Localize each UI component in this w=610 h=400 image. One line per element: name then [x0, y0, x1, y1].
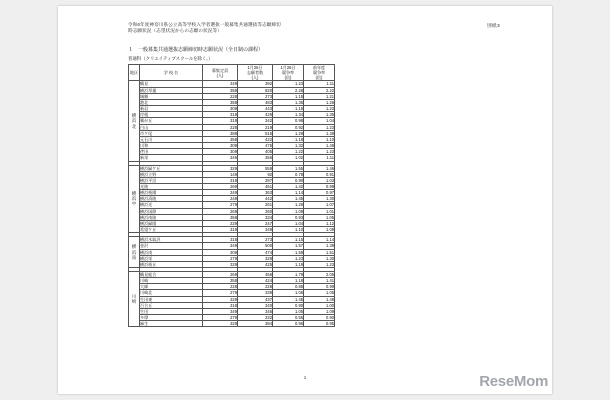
cell-capacity: 269	[203, 183, 238, 189]
cell-prev-rate: 1.03	[304, 177, 335, 183]
area-label: 横 浜 中	[129, 165, 140, 233]
cell-prev-rate: 1.05	[304, 214, 335, 220]
cell-school-name: 鶴見	[140, 81, 203, 87]
cell-school-name: 元石川	[140, 136, 203, 142]
cell-applicants: 363	[238, 190, 273, 196]
cell-capacity: 279	[203, 290, 238, 296]
cell-rate: 1.32	[273, 143, 304, 149]
cell-capacity: 309	[203, 249, 238, 255]
cell-rate: 1.57	[273, 243, 304, 249]
cell-school-name: 横浜南陵	[140, 214, 203, 220]
section-subtitle: 普通科（クリエイティブスクールを除く。）	[128, 56, 213, 61]
cell-prev-rate: 1.11	[304, 81, 335, 87]
cell-prev-rate: 1.10	[304, 136, 335, 142]
cell-prev-rate: 1.09	[304, 227, 335, 233]
rate-line-2: 競争率	[281, 70, 295, 76]
cell-capacity: 358	[203, 278, 238, 284]
cell-capacity: 358	[203, 99, 238, 105]
cell-rate: 1.02	[273, 155, 304, 161]
cell-applicants: 287	[238, 177, 273, 183]
cell-capacity: 318	[203, 302, 238, 308]
document-number: 別紙3	[486, 24, 500, 29]
cell-applicants: 228	[238, 284, 273, 290]
cell-capacity: 309	[203, 106, 238, 112]
cell-applicants: 92	[238, 171, 273, 177]
cell-prev-rate: 1.39	[304, 130, 335, 136]
cell-school-name: 川崎北	[140, 290, 203, 296]
cell-rate: 1.22	[273, 149, 304, 155]
cell-school-name: 横浜清陵	[140, 196, 203, 202]
cell-rate: 1.42	[273, 183, 304, 189]
cell-school-name: 横浜翠嵐	[140, 87, 203, 93]
cell-capacity: 346	[203, 155, 238, 161]
cell-prev-rate: 1.49	[304, 143, 335, 149]
cell-school-name: 横浜平沼	[140, 177, 203, 183]
prev-rate-line-2: 競争率	[312, 70, 326, 76]
cell-prev-rate: 0.97	[304, 190, 335, 196]
cell-rate: 1.55	[273, 165, 304, 171]
cell-prev-rate: 1.07	[304, 202, 335, 208]
cell-capacity: 309	[203, 149, 238, 155]
cell-rate: 0.85	[273, 284, 304, 290]
cell-rate: 1.29	[273, 130, 304, 136]
header-line-2: 時志願状況（志望状況からの志願の状況等）	[128, 28, 222, 34]
cell-capacity: 349	[203, 81, 238, 87]
cell-school-name: 横浜国際	[140, 208, 203, 214]
cell-rate: 1.23	[273, 81, 304, 87]
cell-rate: 1.06	[273, 290, 304, 296]
cell-applicants: 820	[238, 87, 273, 93]
cell-applicants: 451	[238, 183, 273, 189]
cell-rate: 0.98	[273, 118, 304, 124]
cell-applicants: 405	[238, 149, 273, 155]
cell-school-name: 横浜桜陽	[140, 190, 203, 196]
document-page	[58, 6, 552, 394]
area-label: 川 崎	[129, 272, 140, 327]
cell-school-name: 荏田	[140, 149, 203, 155]
cell-applicants: 346	[238, 308, 273, 314]
cell-capacity: 269	[203, 272, 238, 278]
cell-applicants: 425	[238, 261, 273, 267]
cell-rate: 1.18	[273, 278, 304, 284]
cell-capacity: 329	[203, 296, 238, 302]
cell-prev-rate: 1.39	[304, 243, 335, 249]
cell-school-name: 横浜氷取沢	[140, 237, 203, 243]
cell-prev-rate: 1.01	[304, 208, 335, 214]
cell-capacity: 349	[203, 243, 238, 249]
cell-rate: 1.09	[273, 208, 304, 214]
cell-school-name: 百合丘	[140, 302, 203, 308]
cell-prev-rate: 1.12	[304, 220, 335, 226]
cell-school-name: 多摩	[140, 315, 203, 321]
cell-prev-rate: 0.95	[304, 321, 335, 327]
cell-applicants: 332	[238, 315, 273, 321]
cell-rate: 1.18	[273, 136, 304, 142]
cell-school-name: 港北	[140, 99, 203, 105]
cell-school-name: 鶴見総合	[140, 272, 203, 278]
cell-prev-rate: 1.09	[304, 308, 335, 314]
cell-capacity: 358	[203, 136, 238, 142]
cell-applicants: 424	[238, 278, 273, 284]
cell-prev-rate: 0.91	[304, 171, 335, 177]
column-header-area	[129, 65, 140, 81]
cell-applicants: 339	[238, 290, 273, 296]
cell-prev-rate: 1.35	[304, 112, 335, 118]
cell-prev-rate: 1.23	[304, 149, 335, 155]
cell-applicants: 260	[238, 208, 273, 214]
cell-school-name: 横浜緑園	[140, 220, 203, 226]
cell-rate: 1.15	[273, 93, 304, 99]
cell-school-name: 金沢	[140, 243, 203, 249]
cell-applicants: 475	[238, 143, 273, 149]
cell-capacity: 318	[203, 112, 238, 118]
cell-rate: 1.45	[273, 196, 304, 202]
page-number: 1	[303, 375, 307, 380]
cell-rate: 1.14	[273, 190, 304, 196]
cell-prev-rate: 1.21	[304, 93, 335, 99]
cell-capacity: 349	[203, 308, 238, 314]
cell-prev-rate: 1.26	[304, 99, 335, 105]
cell-applicants: 247	[238, 220, 273, 226]
cell-prev-rate: 1.30	[304, 196, 335, 202]
cell-rate: 0.93	[273, 214, 304, 220]
column-header-capacity	[203, 65, 238, 81]
cell-applicants: 219	[238, 124, 273, 130]
cell-applicants: 456	[238, 272, 273, 278]
cell-prev-rate: 1.46	[304, 165, 335, 171]
header-line-1: 令和6年度神奈川県公立高等学校入学者選抜一般募集共通選抜等志願締切	[128, 22, 281, 27]
cell-applicants: 261	[238, 202, 273, 208]
cell-school-name: 横浜栄	[140, 255, 203, 261]
cell-rate: 0.96	[273, 321, 304, 327]
cell-capacity: 228	[203, 124, 238, 130]
cell-school-name: 希望ケ丘	[140, 227, 203, 233]
cell-school-name: 市ケ尾	[140, 130, 203, 136]
cell-applicants: 384	[238, 321, 273, 327]
cell-capacity: 318	[203, 237, 238, 243]
cell-capacity: 318	[203, 118, 238, 124]
cell-applicants: 334	[238, 214, 273, 220]
cell-prev-rate: 0.90	[304, 315, 335, 321]
prev-rate-line-3: (倍)	[315, 75, 323, 81]
cell-rate: 1.23	[273, 255, 304, 261]
document-header	[128, 22, 458, 34]
cell-prev-rate: 2.05	[304, 272, 335, 278]
cell-school-name: 横浜桜丘	[140, 261, 203, 267]
applicant-status-table	[128, 64, 335, 327]
cell-applicants: 422	[238, 136, 273, 142]
cell-capacity: 329	[203, 261, 238, 267]
cell-prev-rate: 1.23	[304, 124, 335, 130]
cell-prev-rate: 1.23	[304, 261, 335, 267]
cell-applicants: 442	[238, 196, 273, 202]
cell-prev-rate: 1.41	[304, 278, 335, 284]
cell-rate: 1.26	[273, 202, 304, 208]
cell-applicants: 515	[238, 130, 273, 136]
capacity-line-1: 募集定員	[211, 67, 229, 73]
cell-capacity: 388	[203, 130, 238, 136]
cell-school-name: 横浜立野	[140, 171, 203, 177]
cell-capacity: 228	[203, 93, 238, 99]
cell-rate: 1.05	[273, 308, 304, 314]
cell-applicants: 273	[238, 237, 273, 243]
area-label: 横 浜 北	[129, 81, 140, 161]
cell-prev-rate: 1.05	[304, 290, 335, 296]
cell-rate: 0.78	[273, 171, 304, 177]
cell-capacity: 329	[203, 321, 238, 327]
cell-capacity: 329	[203, 165, 238, 171]
cell-school-name: 麻生	[140, 321, 203, 327]
table-row	[129, 321, 335, 327]
rate-line-3: (倍)	[284, 75, 292, 81]
cell-school-name: 新羽	[140, 106, 203, 112]
cell-prev-rate: 0.99	[304, 284, 335, 290]
cell-rate: 1.15	[273, 237, 304, 243]
cell-capacity: 249	[203, 196, 238, 202]
cell-capacity: 279	[203, 315, 238, 321]
cell-rate: 1.34	[273, 112, 304, 118]
cell-applicants: 483	[238, 99, 273, 105]
cell-school-name: 新栄	[140, 155, 203, 161]
cell-school-name: 白山	[140, 124, 203, 130]
cell-rate: 1.16	[273, 106, 304, 112]
cell-rate: 0.90	[273, 302, 304, 308]
cell-school-name: 岸根	[140, 112, 203, 118]
cell-prev-rate: 2.22	[304, 87, 335, 93]
cell-rate: 2.28	[273, 87, 304, 93]
cell-applicants: 340	[238, 302, 273, 308]
table-header-row	[129, 65, 335, 81]
table-body	[129, 81, 335, 327]
cell-rate: 1.59	[273, 249, 304, 255]
cell-rate: 1.79	[273, 272, 304, 278]
cell-capacity: 349	[203, 190, 238, 196]
cell-capacity: 279	[203, 202, 238, 208]
rate-line-1: 1月26日	[280, 65, 296, 70]
cell-applicants: 349	[238, 227, 273, 233]
cell-prev-rate: 1.23	[304, 106, 335, 112]
cell-prev-rate: 1.04	[304, 118, 335, 124]
cell-capacity: 358	[203, 214, 238, 220]
cell-school-name: 光陵	[140, 183, 203, 189]
cell-rate: 0.55	[273, 315, 304, 321]
cell-school-name: 横浜光	[140, 202, 203, 208]
cell-prev-rate: 1.00	[304, 302, 335, 308]
cell-applicants: 426	[238, 112, 273, 118]
cell-applicants: 500	[238, 243, 273, 249]
cell-applicants: 474	[238, 249, 273, 255]
cell-capacity: 359	[203, 87, 238, 93]
cell-capacity: 318	[203, 177, 238, 183]
cell-capacity: 229	[203, 220, 238, 226]
cell-applicants: 443	[238, 106, 273, 112]
cell-school-name: 横浜南	[140, 249, 203, 255]
cell-school-name: 霧が丘	[140, 118, 203, 124]
cell-school-name: 生田	[140, 308, 203, 314]
section-title: １ 一般募集共通選抜志願締切時志願状況（全日制の課程）	[128, 47, 264, 53]
cell-capacity: 228	[203, 284, 238, 290]
cell-capacity: 269	[203, 208, 238, 214]
cell-rate: 1.04	[273, 220, 304, 226]
cell-applicants: 437	[238, 296, 273, 302]
cell-rate: 1.19	[273, 261, 304, 267]
cell-applicants: 273	[238, 93, 273, 99]
cell-capacity: 279	[203, 255, 238, 261]
cell-prev-rate: 1.14	[304, 237, 335, 243]
cell-school-name: 城郷	[140, 93, 203, 99]
watermark-logo: ReseMom	[479, 373, 548, 390]
column-header-school: 学 校 名	[140, 65, 203, 81]
cell-school-name: 大師	[140, 284, 203, 290]
cell-rate: 1.10	[273, 227, 304, 233]
column-header-area-label: 地区	[129, 70, 139, 76]
cell-applicants: 328	[238, 255, 273, 261]
cell-prev-rate: 1.11	[304, 155, 335, 161]
cell-prev-rate: 1.49	[304, 296, 335, 302]
cell-school-name: 川和	[140, 143, 203, 149]
cell-capacity: 149	[203, 171, 238, 177]
cell-prev-rate: 1.51	[304, 249, 335, 255]
cell-school-name: 川崎	[140, 278, 203, 284]
cell-school-name: 横浜緑ケ丘	[140, 165, 203, 171]
cell-capacity: 309	[203, 143, 238, 149]
cell-rate: 0.92	[273, 124, 304, 130]
column-header-rate	[273, 65, 304, 81]
applicants-line-3: (人)	[251, 75, 259, 81]
applicants-line-2: 志願者数	[246, 70, 264, 76]
applicants-line-1: 1月26日	[247, 65, 263, 70]
cell-school-name: 生田東	[140, 296, 203, 302]
cell-applicants: 559	[238, 165, 273, 171]
cell-rate: 1.45	[273, 296, 304, 302]
cell-prev-rate: 0.99	[304, 183, 335, 189]
capacity-line-2: (人)	[216, 72, 224, 78]
column-header-prev-rate	[304, 65, 335, 81]
column-header-applicants	[238, 65, 273, 81]
cell-rate: 0.90	[273, 177, 304, 183]
cell-rate: 1.35	[273, 99, 304, 105]
cell-prev-rate: 1.30	[304, 255, 335, 261]
area-label: 横 浜 南	[129, 237, 140, 268]
cell-applicants: 342	[238, 118, 273, 124]
cell-capacity: 318	[203, 227, 238, 233]
cell-applicants: 356	[238, 155, 273, 161]
cell-applicants: 392	[238, 81, 273, 87]
prev-rate-line-1: 前年度	[312, 65, 326, 70]
